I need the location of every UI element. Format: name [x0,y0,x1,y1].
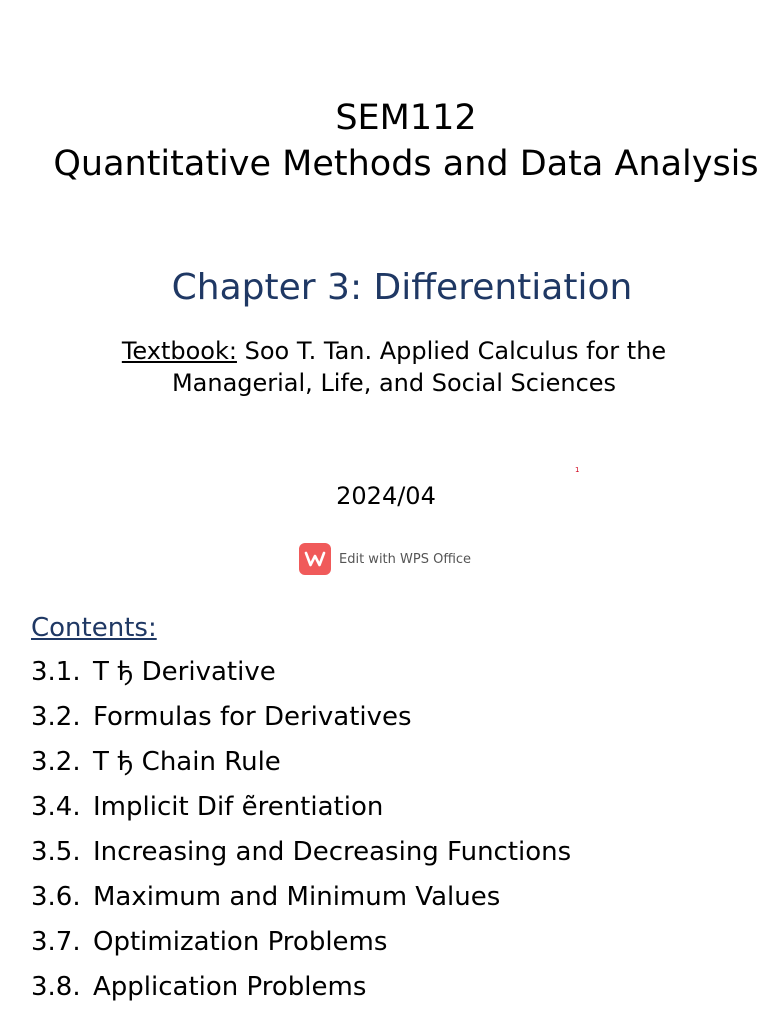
textbook-reference [0,335,768,399]
contents-item-title: Application Problems [93,972,367,1002]
contents-item [31,835,571,880]
contents-item-number: 3.5. [31,837,81,867]
contents-item [31,880,571,925]
contents-item-number: 3.2. [31,702,81,732]
contents-item-number: 3.4. [31,792,81,822]
contents-item-number: 3.1. [31,657,81,687]
contents-item [31,700,571,745]
contents-item-number: 3.8. [31,972,81,1002]
contents-item-title: Maximum and Minimum Values [93,882,501,912]
textbook-label: Textbook: [121,337,237,365]
contents-item-number: 3.6. [31,882,81,912]
contents-item [31,655,571,700]
contents-list [31,655,571,1015]
textbook-title-part-1: Soo T. Tan. Applied Calculus for the [236,337,667,365]
contents-item-title: Implicit Dif ẽrentiation [93,792,384,822]
page-marker: 1 [575,466,580,474]
contents-item-title: T ђ Derivative [93,657,276,687]
date: 2024/04 [336,482,436,510]
contents-item [31,790,571,835]
chapter-title: Chapter 3: Differentiation [171,267,633,308]
contents-item-title: T ђ Chain Rule [93,747,281,777]
textbook-line-1 [0,335,768,367]
contents-item [31,745,571,790]
contents-item [31,970,571,1015]
wps-office-icon [299,543,331,575]
contents-item-number: 3.7. [31,927,81,957]
contents-heading: Contents: [31,613,157,643]
textbook-title-part-2: Managerial, Life, and Social Sciences [171,369,617,397]
contents-item-number: 3.2. [31,747,81,777]
course-title: Quantitative Methods and Data Analysis [53,144,759,184]
wps-edit-banner[interactable] [299,543,471,575]
contents-item-title: Optimization Problems [93,927,388,957]
contents-item-title: Formulas for Derivatives [93,702,412,732]
course-code: SEM112 [335,98,477,138]
contents-item-title: Increasing and Decreasing Functions [93,837,572,867]
contents-item [31,925,571,970]
wps-edit-label[interactable]: Edit with WPS Office [339,551,472,567]
